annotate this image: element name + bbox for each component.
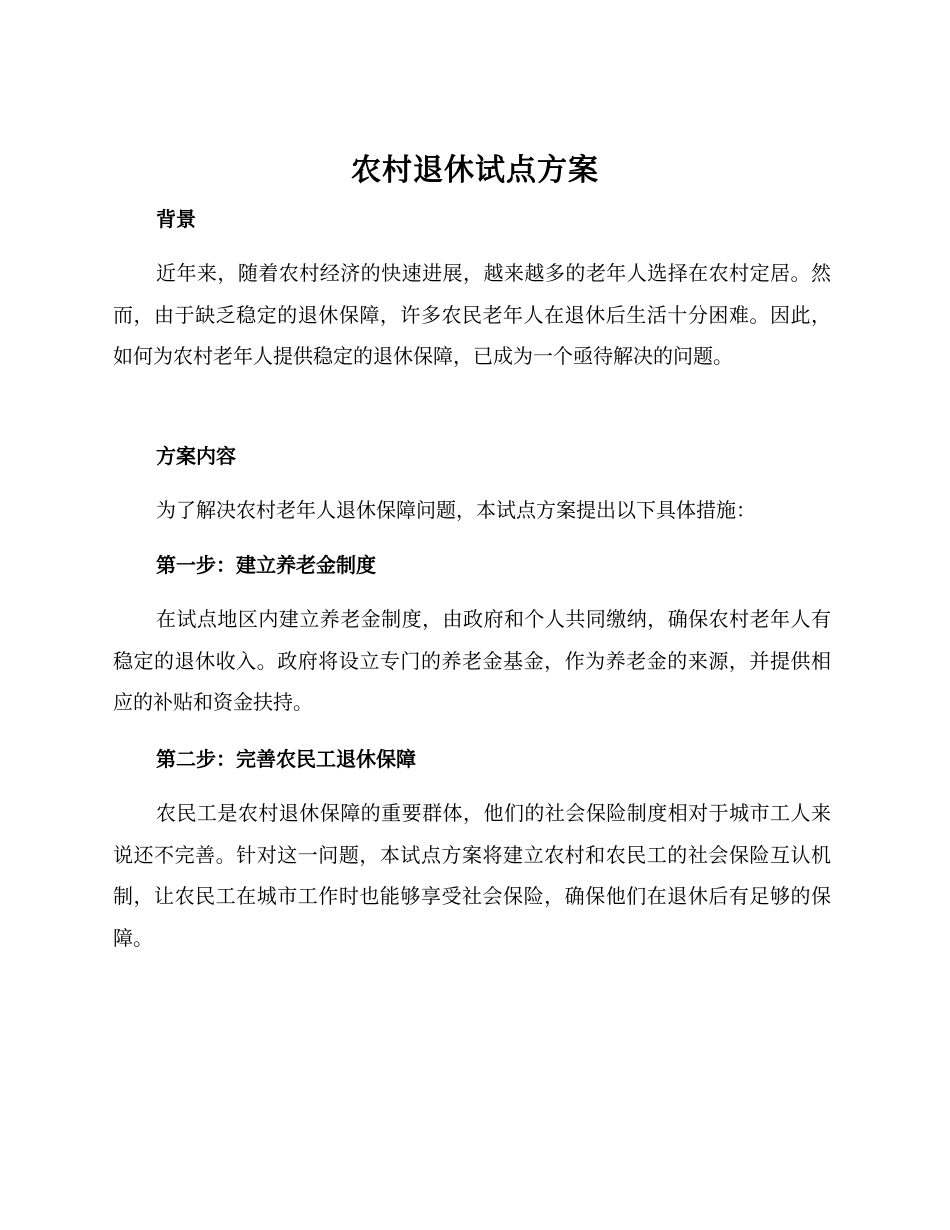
section-paragraph-step-one: 在试点地区内建立养老金制度，由政府和个人共同缴纳，确保农村老年人有稳定的退休收入。政府将设立专门的养老金基金，作为养老金的来源，并提供相应的补贴和资金扶持。 xyxy=(113,607,831,714)
section-heading-step-one: 第一步：建立养老金制度 xyxy=(156,553,376,577)
section-paragraph-plan-content: 为了解决农村老年人退休保障问题，本试点方案提出以下具体措施： xyxy=(156,498,756,522)
section-heading-plan-content: 方案内容 xyxy=(156,444,236,468)
section-heading-step-two: 第二步：完善农民工退休保障 xyxy=(156,747,416,771)
section-paragraph-step-two: 农民工是农村退休保障的重要群体，他们的社会保险制度相对于城市工人来说还不完善。针对这一问题，本试点方案将建立农村和农民工的社会保险互认机制，让农民工在城市工作时也能够享受社会保险，确保他们在退休后有足够的保障。 xyxy=(113,801,831,950)
document-title: 农村退休试点方案 xyxy=(351,153,599,188)
section-paragraph-background: 近年来，随着农村经济的快速进展，越来越多的老年人选择在农村定居。然而，由于缺乏稳定的退休保障，许多农民老年人在退休后生活十分困难。因此，如何为农村老年人提供稳定的退休保障，已成为一个亟待解决的问题。 xyxy=(113,261,831,368)
section-heading-background: 背景 xyxy=(156,207,196,231)
